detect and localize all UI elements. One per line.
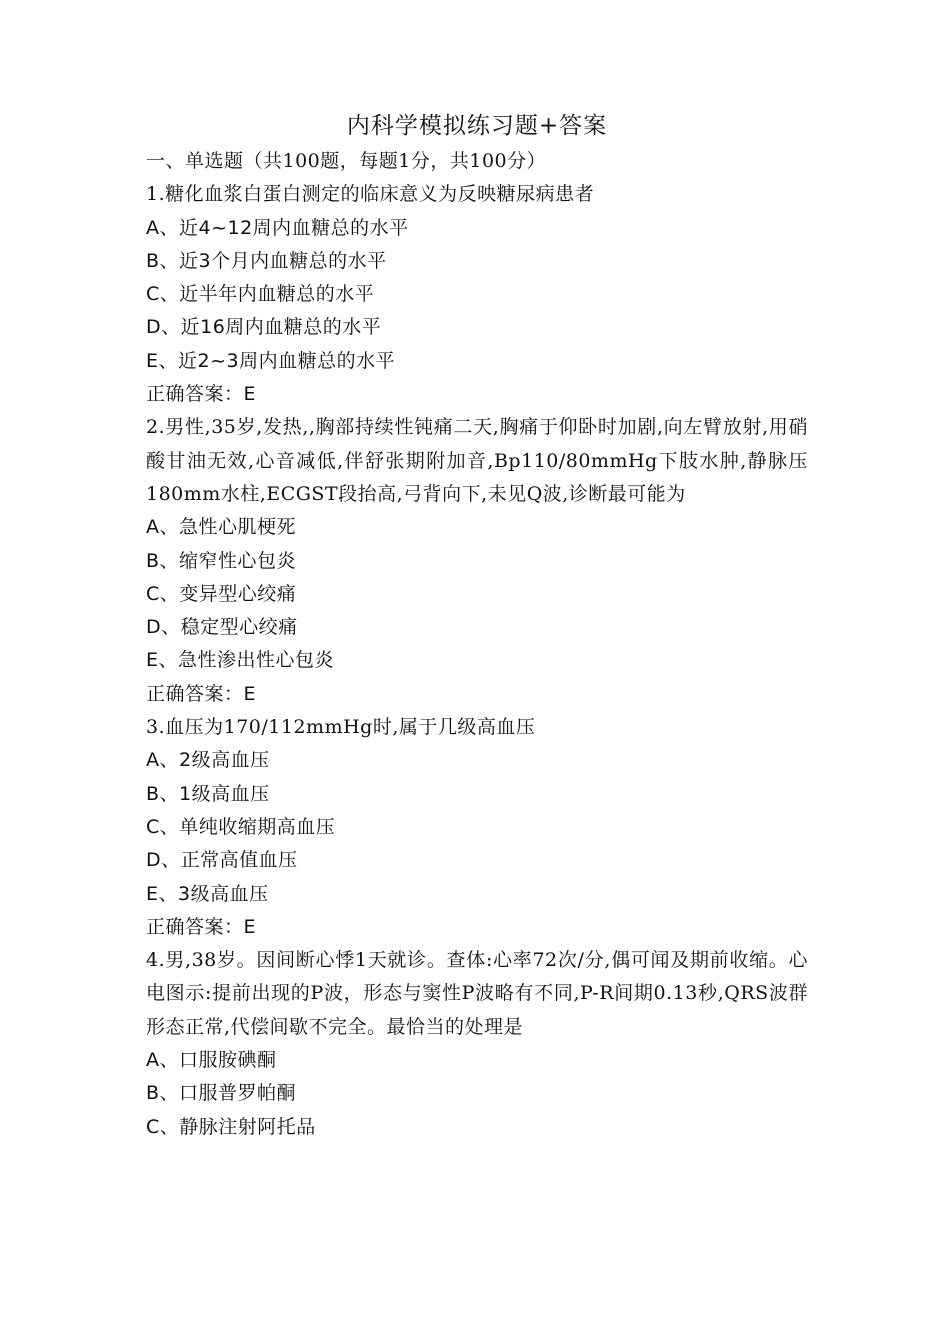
question-1 <box>146 178 808 411</box>
question-3 <box>146 711 808 944</box>
question-2 <box>146 411 808 711</box>
option-a: A、口服胺碘酮 <box>146 1049 277 1072</box>
correct-answer: 正确答案：E <box>146 915 257 938</box>
option-d: D、稳定型心绞痛 <box>146 616 298 639</box>
question-stem: 2.男性,35岁,发热,,胸部持续性钝痛二天,胸痛于仰卧时加剧,向左臂放射,用硝酸甘油无效,心音减低,伴舒张期附加音,Bp110/80mmHg下肢水肿,静脉压180mm水柱,ECGST段抬高,弓背向下,未见Q波,诊断最可能为 <box>146 416 808 505</box>
option-b: B、近3个月内血糖总的水平 <box>146 249 387 272</box>
question-4 <box>146 944 808 1144</box>
option-b: B、1级高血压 <box>146 782 270 805</box>
question-stem: 3.血压为170/112mmHg时,属于几级高血压 <box>146 716 536 739</box>
question-stem: 4.男,38岁。因间断心悸1天就诊。查体:心率72次/分,偶可闻及期前收缩。心电图示:提前出现的P波，形态与窦性P波略有不同,P-R间期0.13秒,QRS波群形态正常,代偿间歇不完全。最恰当的处理是 <box>146 949 808 1038</box>
option-a: A、急性心肌梗死 <box>146 516 296 539</box>
option-a: A、近4~12周内血糖总的水平 <box>146 216 409 239</box>
option-c: C、静脉注射阿托品 <box>146 1115 316 1138</box>
document-title: 内科学模拟练习题+答案 <box>346 113 608 139</box>
option-e: E、3级高血压 <box>146 882 269 905</box>
option-a: A、2级高血压 <box>146 749 270 772</box>
option-b: B、口服普罗帕酮 <box>146 1082 297 1105</box>
option-c: C、变异型心绞痛 <box>146 582 297 605</box>
document-page <box>146 108 808 1144</box>
option-d: D、近16周内血糖总的水平 <box>146 316 382 339</box>
option-e: E、近2~3周内血糖总的水平 <box>146 349 396 372</box>
correct-answer: 正确答案：E <box>146 383 257 406</box>
option-e: E、急性渗出性心包炎 <box>146 649 335 672</box>
question-stem: 1.糖化血浆白蛋白测定的临床意义为反映糖尿病患者 <box>146 183 595 206</box>
option-b: B、缩窄性心包炎 <box>146 549 297 572</box>
correct-answer: 正确答案：E <box>146 682 257 705</box>
option-d: D、正常高值血压 <box>146 849 298 872</box>
option-c: C、单纯收缩期高血压 <box>146 815 336 838</box>
option-c: C、近半年内血糖总的水平 <box>146 283 375 306</box>
section-heading: 一、单选题（共100题，每题1分，共100分） <box>146 150 547 172</box>
